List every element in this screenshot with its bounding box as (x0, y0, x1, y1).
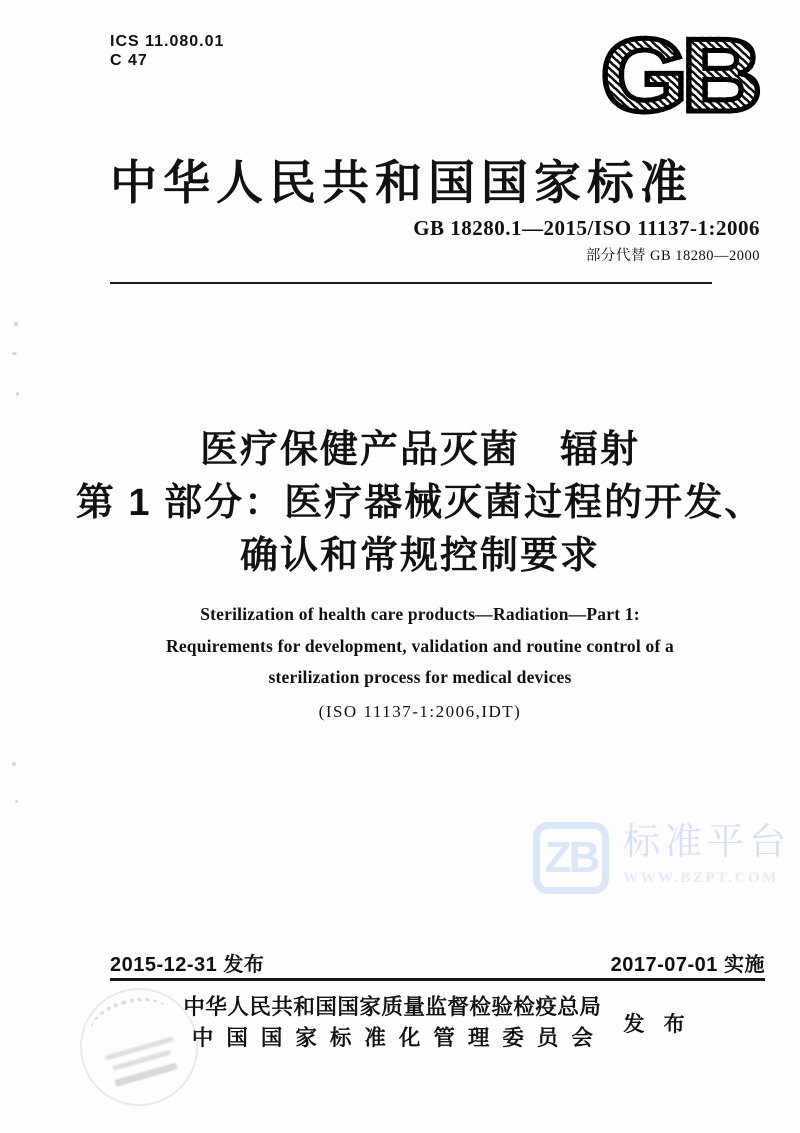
dates-row (110, 948, 765, 977)
horizontal-rule-bottom (110, 978, 765, 981)
ics-code: ICS 11.080.01 (110, 33, 225, 50)
watermark-zb-icon: ZB (533, 822, 609, 894)
page-title: 中华人民共和国国家标准 (110, 158, 693, 210)
standard-number-block (413, 216, 760, 265)
scan-artifact (15, 800, 18, 803)
watermark-url: WWW.BZPT.COM (623, 870, 779, 886)
publish-label: 发 布 (623, 1012, 692, 1036)
ics-classification (110, 32, 224, 70)
publisher-line1: 中华人民共和国国家质量监督检验检疫总局 (183, 995, 602, 1019)
iso-reference: (ISO 11137-1:2006,IDT) (318, 702, 522, 721)
english-title (70, 599, 770, 694)
standard-code: GB 18280.1—2015/ISO 11137-1:2006 (413, 216, 760, 240)
chinese-title (70, 424, 770, 583)
gb-logo: GB (600, 18, 756, 134)
watermark-text (623, 822, 791, 887)
replaces-note: 部分代替 GB 18280—2000 (585, 248, 760, 264)
chinese-title-line2: 第 1 部分：医疗器械灭菌过程的开发、 (75, 482, 765, 524)
english-title-line2: Requirements for development, validation and routine control of a (165, 635, 675, 656)
scan-artifact (14, 322, 18, 326)
scan-artifact (12, 352, 17, 355)
english-title-line1: Sterilization of health care products—Radiation—Part 1: (200, 604, 640, 624)
scan-artifact (16, 392, 19, 396)
scan-artifact (12, 762, 16, 766)
issue-date: 2015-12-31 发布 (110, 954, 265, 976)
chinese-title-line3: 确认和常规控制要求 (239, 535, 600, 577)
watermark (533, 822, 791, 894)
publisher-block (110, 992, 765, 1054)
publisher-names (183, 992, 606, 1054)
class-code: C 47 (110, 52, 148, 69)
publisher-line2: 中国国家标准化管理委员会 (191, 1026, 606, 1050)
horizontal-rule-top (110, 282, 712, 284)
implementation-date: 2017-07-01 实施 (610, 954, 765, 976)
watermark-name: 标准平台 (623, 821, 791, 862)
english-title-line3: sterilization process for medical devices (268, 667, 572, 687)
chinese-title-line1: 医疗保健产品灭菌 辐射 (199, 429, 640, 471)
